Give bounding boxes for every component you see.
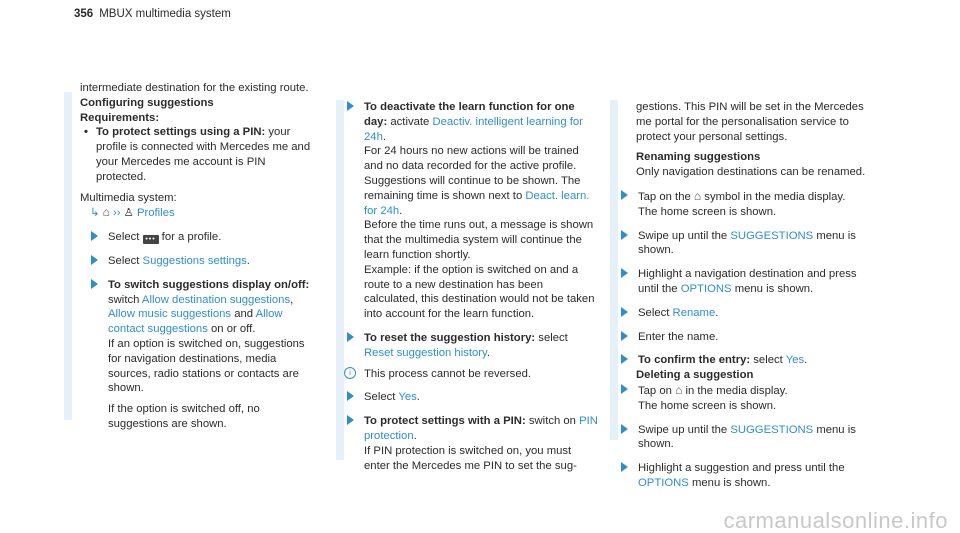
allow-music-link[interactable]: Allow music suggestions [108, 308, 232, 321]
step-arrow-icon [347, 332, 354, 342]
step-select-rename: Select Rename. [610, 306, 878, 321]
page-number: 356 [74, 8, 94, 20]
step-tap-home: Tap on the ⌂ symbol in the media display. The home screen is shown. [610, 189, 878, 220]
step-highlight-destination: Highlight a navigation destination and press until the OPTIONS menu is shown. [610, 267, 878, 297]
continued-text: gestions. This PIN will be set in the Mercedes me portal for the personalisation service to protect your personal settings. [636, 101, 864, 143]
info-icon: i [344, 367, 356, 379]
step-confirm-entry: To confirm the entry: select Yes. [610, 353, 878, 368]
bullet-dot: • [84, 126, 88, 139]
suggestions-settings-link[interactable]: Suggestions settings [142, 254, 247, 267]
profile-icon: ♙ [123, 207, 134, 220]
intro-text: intermediate destination for the existing route. [80, 82, 309, 94]
more-options-icon: ••• [143, 235, 159, 244]
menu-path [80, 205, 314, 221]
step-arrow-icon [621, 230, 628, 240]
step-deactivate-learn: To deactivate the learn function for one day: activate Deactiv. intelligent learning for 24h. For 24 hours no new actions will be trained and no data recorded for the active profile. Suggestions will continue to be shown. The remaining time is shown next to Deact. learn. for 24h. Before the time runs out, a message is shown that the multimedia system will continue the learn function shortly. Example: if the option is switched on and a route to a new destination has been calculated, this destination would not be taken into account for the learn function. [336, 100, 598, 322]
step-pin-protection: To protect settings with a PIN: switch on PIN protection. If PIN protection is switched on, you must enter the Mercedes me PIN to set the sug- [336, 414, 598, 473]
step-swipe-suggestions: Swipe up until the SUGGESTIONS menu is shown. [610, 229, 878, 259]
step-arrow-icon [347, 415, 354, 425]
step-arrow-icon [621, 462, 628, 472]
step-arrow-icon [621, 354, 628, 364]
step-arrow-icon [91, 231, 98, 241]
step-switch-display: To switch suggestions display on/off: switch Allow destination suggestions, Allow music suggestions and Allow contact suggestions on or off. If an option is switched on, suggestions for navigation destinations, media sources, radio stations or contacts are shown. If the option is switched off, no suggestions are shown. [80, 278, 314, 432]
step-delete-swipe: Swipe up until the SUGGESTIONS menu is shown. [610, 423, 878, 453]
delete-suggestions-link[interactable]: SUGGESTIONS [730, 423, 814, 436]
step-delete-tap-home: Tap on ⌂ in the media display. The home screen is shown. [610, 383, 878, 414]
reset-history-link[interactable]: Reset suggestion history [364, 346, 487, 359]
delete-options-link[interactable]: OPTIONS [638, 476, 689, 489]
info-note: i This process cannot be reversed. [336, 367, 598, 382]
step-delete-highlight: Highlight a suggestion and press until the OPTIONS menu is shown. [610, 461, 878, 491]
column-3: gestions. This PIN will be set in the Mercedes me portal for the personalisation service to protect your personal settings. Renaming suggestions Only navigation destinations can be renamed. Tap on the ⌂ symbol in the media display. The home screen is shown. Swipe up until the SUGGESTIONS menu is shown. Highlight a navigation destination and press until the OPTIONS menu is shown. Select Rename. Enter the name. To confirm the entry: select Yes. Deleting a suggestion Tap on ⌂ in the media display. The home screen is shown. Swipe up until the SUGGESTIONS menu is shown. Highlight a suggestion and press until the OPTIONS menu is shown. [610, 100, 878, 491]
deactiv-learning-link[interactable]: Deactiv. intelligent learning for 24h [364, 115, 583, 143]
column-1 [64, 82, 314, 432]
step-arrow-icon [621, 268, 628, 278]
double-chevron-icon: ›› [113, 207, 121, 220]
heading-deleting: Deleting a suggestion [636, 369, 754, 382]
home-icon: ⌂ [102, 205, 110, 220]
step-arrow-icon [91, 255, 98, 265]
suggestions-menu-link[interactable]: SUGGESTIONS [730, 229, 814, 242]
step-arrow-icon [347, 391, 354, 401]
step-arrow-icon [91, 279, 98, 289]
pin-protection-link[interactable]: PIN protection [364, 415, 598, 442]
watermark: carmanualsonline.info [723, 508, 948, 533]
step-suggestions-settings: Select Suggestions settings. [80, 254, 314, 269]
home-icon: ⌂ [693, 188, 702, 203]
step-arrow-icon [621, 190, 628, 200]
heading-renaming: Renaming suggestions [636, 151, 761, 164]
step-reset-history: To reset the suggestion history: select Reset suggestion history. [336, 331, 598, 361]
step-arrow-icon [621, 384, 628, 394]
step-arrow-icon [621, 307, 628, 317]
page-header [74, 7, 231, 22]
step-arrow-icon [347, 101, 354, 111]
heading-configuring: Configuring suggestions [80, 96, 214, 109]
step-select-profile: Select ••• for a profile. [80, 230, 314, 245]
path-label: Multimedia system: [80, 191, 177, 204]
home-icon: ⌂ [675, 382, 683, 397]
profiles-link[interactable]: Profiles [136, 207, 175, 220]
path-arrow-icon: ↳ [90, 207, 100, 220]
yes-link[interactable]: Yes [398, 391, 417, 404]
section-title: MBUX multimedia system [99, 8, 231, 20]
deact-learn-link[interactable]: Deact. learn. for 24h [364, 189, 590, 217]
step-arrow-icon [621, 331, 628, 341]
options-menu-link[interactable]: OPTIONS [680, 282, 732, 295]
heading-requirements: Requirements: [80, 111, 160, 124]
rename-link[interactable]: Rename [672, 306, 716, 319]
step-arrow-icon [621, 424, 628, 434]
step-select-yes: Select Yes. [336, 390, 598, 405]
requirement-item: • To protect settings using a PIN: your profile is connected with Mercedes me and your Mercedes me account is PIN protected. [84, 126, 311, 183]
step-enter-name: Enter the name. [610, 330, 878, 345]
allow-contact-link[interactable]: Allow contact suggestions [108, 308, 283, 336]
allow-destination-link[interactable]: Allow destination suggestions [141, 293, 291, 306]
confirm-yes-link[interactable]: Yes [785, 354, 805, 367]
column-2 [336, 100, 598, 473]
